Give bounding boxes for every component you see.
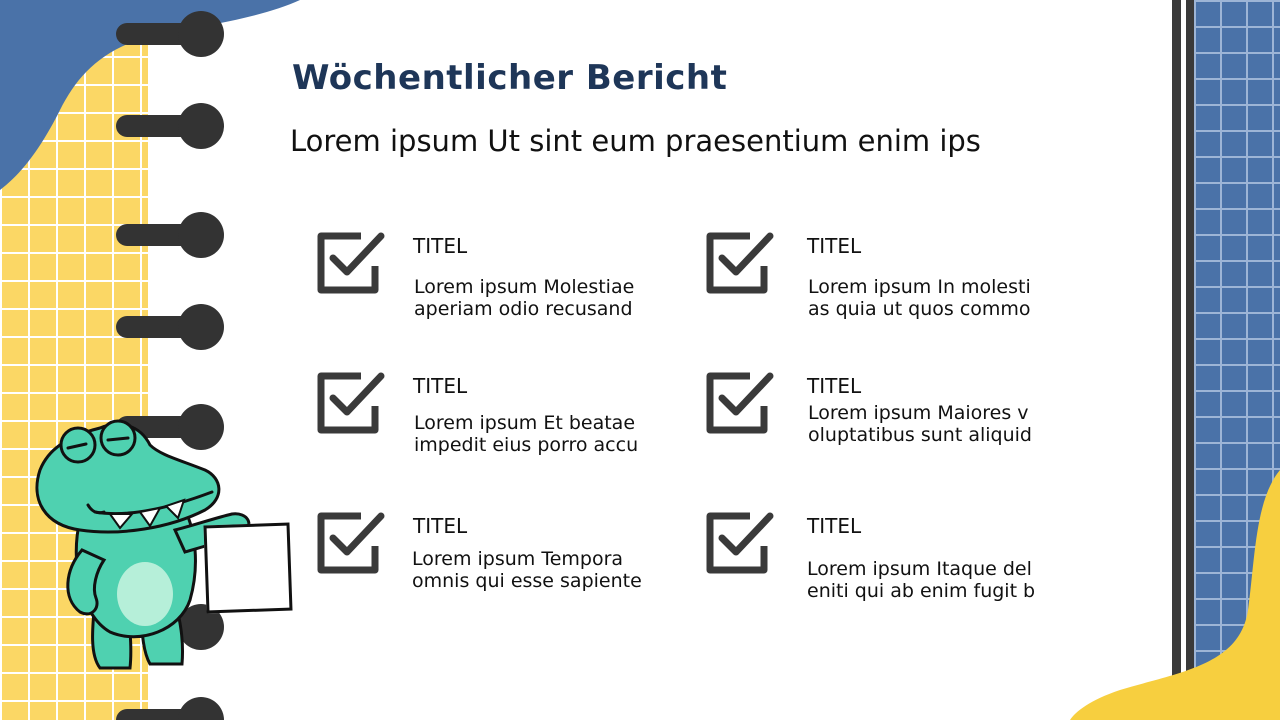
checked-box-icon — [317, 372, 387, 438]
item-line: Lorem ipsum In molesti — [808, 276, 1031, 298]
item-title: TITEL — [807, 374, 862, 398]
held-paper-sheet — [203, 523, 292, 614]
item-line: as quia ut quos commo — [808, 298, 1031, 320]
item-title: TITEL — [807, 514, 862, 538]
checked-box-icon — [706, 372, 776, 438]
item-description — [412, 548, 662, 592]
item-line: Lorem ipsum Tempora — [412, 548, 624, 570]
item-title: TITEL — [413, 374, 468, 398]
item-line: Lorem ipsum Molestiae — [414, 276, 635, 298]
slide-title: Wöchentlicher Bericht — [292, 58, 728, 98]
slide-subtitle: Lorem ipsum Ut sint eum praesentium enim ips — [290, 124, 981, 158]
item-line: Lorem ipsum Itaque del — [807, 558, 1032, 580]
item-description — [414, 276, 664, 320]
checklist-item — [706, 372, 1066, 472]
crocodile-mascot-icon — [0, 0, 300, 720]
item-description — [808, 402, 1058, 446]
checklist-item — [317, 372, 677, 472]
item-description — [807, 558, 1057, 602]
item-description — [414, 412, 664, 456]
item-line: eniti qui ab enim fugit b — [807, 580, 1036, 602]
item-line: oluptatibus sunt aliquid — [808, 424, 1032, 446]
checked-box-icon — [706, 232, 776, 298]
checklist-item — [706, 232, 1066, 332]
checklist-item — [706, 512, 1066, 612]
checklist-item — [317, 232, 677, 332]
yellow-blob-bottom-right — [1070, 470, 1280, 720]
checked-box-icon — [317, 512, 387, 578]
checklist-item — [317, 512, 677, 612]
item-title: TITEL — [413, 234, 468, 258]
checked-box-icon — [706, 512, 776, 578]
item-title: TITEL — [807, 234, 862, 258]
item-line: aperiam odio recusand — [414, 298, 633, 320]
checked-box-icon — [317, 232, 387, 298]
item-line: omnis qui esse sapiente — [412, 570, 642, 592]
item-line: impedit eius porro accu — [414, 434, 639, 456]
item-line: Lorem ipsum Maiores v — [808, 402, 1029, 424]
item-line: Lorem ipsum Et beatae — [414, 412, 636, 434]
item-description — [808, 276, 1058, 320]
item-title: TITEL — [413, 514, 468, 538]
